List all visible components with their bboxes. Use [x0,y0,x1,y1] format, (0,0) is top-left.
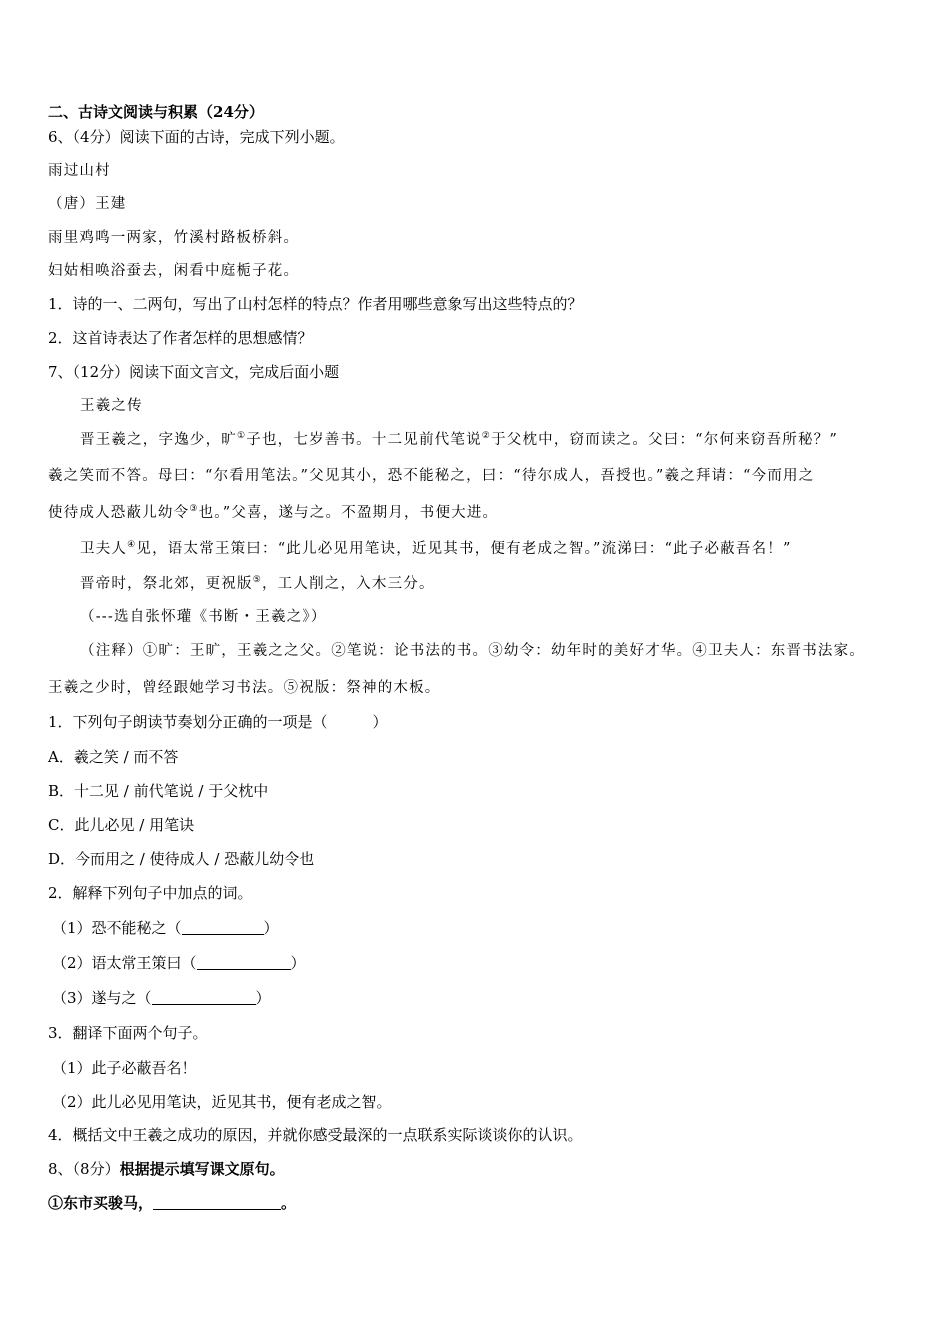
q7-header: 7、（12分）阅读下面文言文，完成后面小题 [48,363,340,381]
poem-line-2: 妇姑相唤浴蚕去，闲看中庭栀子花。 [48,263,300,279]
p3-text-b: ，工人削之，入木三分。 [261,576,435,592]
q7-sub3-item-1: （1）此子必蔽吾名！ [52,1059,197,1077]
q8-header [48,1159,285,1179]
q8-item-1-text: ①东市买骏马， [48,1194,154,1212]
answer-blank [182,920,264,935]
q7-sub3: 3．翻译下面两个句子。 [48,1024,208,1042]
q7-sub2-item-2 [52,953,306,973]
footnote-1: ① [237,431,247,441]
option-b: B．十二见 / 前代笔说 / 于父枕中 [48,782,269,800]
notes-line-2: 王羲之少时，曾经跟她学习书法。⑤祝版：祭神的木板。 [48,680,441,696]
p3-text-a: 晋帝时，祭北郊，更祝版 [80,576,253,592]
section-title: 二、古诗文阅读与积累（24分） [48,103,264,121]
footnote-5: ⑤ [252,575,262,585]
passage-p1-line1 [80,430,838,450]
q7-sub2-item-1 [52,918,279,938]
answer-blank [153,1195,281,1210]
q8-item-1 [48,1193,296,1213]
p1-text-b: 子也，七岁善书。十二见前代笔说 [246,432,482,448]
q6-sub1: 1．诗的一、二两句，写出了山村怎样的特点？作者用哪些意象写出这些特点的？ [48,295,583,313]
item-text: （3）遂与之（ [52,989,152,1007]
poem-title: 雨过山村 [48,163,111,179]
p1-line3-text-b: 也。”父喜，遂与之。不盈期月，书便大进。 [198,505,499,521]
option-d: D．今而用之 / 使待成人 / 恐蔽儿幼令也 [48,850,315,868]
p1-line3-text-a: 使待成人恐蔽儿幼令 [48,505,190,521]
q7-sub3-item-2: （2）此儿必见用笔诀，近见其书，便有老成之智。 [52,1093,392,1111]
footnote-4: ④ [127,540,137,550]
passage-p1-line2: 羲之笑而不答。母曰：“尔看用笔法。”父见其小，恐不能秘之，曰：“待尔成人，吾授也。”羲之拜请：“今而用之 [48,468,815,484]
answer-blank [152,990,256,1005]
option-c: C．此儿必见 / 用笔诀 [48,816,195,834]
close-paren: ） [263,919,279,937]
passage-p2 [80,539,792,559]
passage-p3 [80,574,435,594]
answer-blank [197,955,291,970]
footnote-3: ③ [189,504,199,514]
q6-header: 6、（4分）阅读下面的古诗，完成下列小题。 [48,128,345,146]
q7-sub4: 4．概括文中王羲之成功的原因，并就你感受最深的一点联系实际谈谈你的认识。 [48,1126,583,1144]
q7-sub2: 2．解释下列句子中加点的词。 [48,884,253,902]
item-text: （2）语太常王策曰（ [52,954,197,972]
poem-line-1: 雨里鸡鸣一两家，竹溪村路板桥斜。 [48,230,300,246]
q8-header-bold: 根据提示填写课文原句。 [119,1160,285,1178]
q7-sub1: 1．下列句子朗读节奏划分正确的一项是（ ） [48,713,388,731]
passage-title: 王羲之传 [80,398,143,414]
q7-sub2-item-3 [52,988,271,1008]
q8-item-1-end: 。 [281,1194,297,1212]
q6-sub2: 2．这首诗表达了作者怎样的思想感情？ [48,329,313,347]
notes-line-1: （注释）①旷：王旷，王羲之之父。②笔说：论书法的书。③幼令：幼年时的美好才华。④卫夫人：东晋书法家。 [80,643,865,659]
q8-header-plain: 8、（8分） [48,1160,120,1178]
close-paren: ） [255,989,271,1007]
passage-source: （---选自张怀瓘《书断・王羲之》） [80,609,327,625]
option-a: A．羲之笑 / 而不答 [48,748,179,766]
p2-text-b: 见，语太常王策曰：“此儿必见用笔诀，近见其书，便有老成之智。”流涕曰：“此子必蔽吾名！” [136,541,792,557]
passage-p1-line3 [48,503,498,523]
item-text: （1）恐不能秘之（ [52,919,182,937]
p1-text-a: 晋王羲之，字逸少，旷 [80,432,237,448]
footnote-2: ② [481,431,492,441]
close-paren: ） [290,954,306,972]
poem-author: （唐）王建 [48,196,127,212]
p2-text-a: 卫夫人 [80,541,128,557]
p1-text-c: 于父枕中，窃而读之。父曰：“尔何来窃吾所秘？” [491,432,838,448]
